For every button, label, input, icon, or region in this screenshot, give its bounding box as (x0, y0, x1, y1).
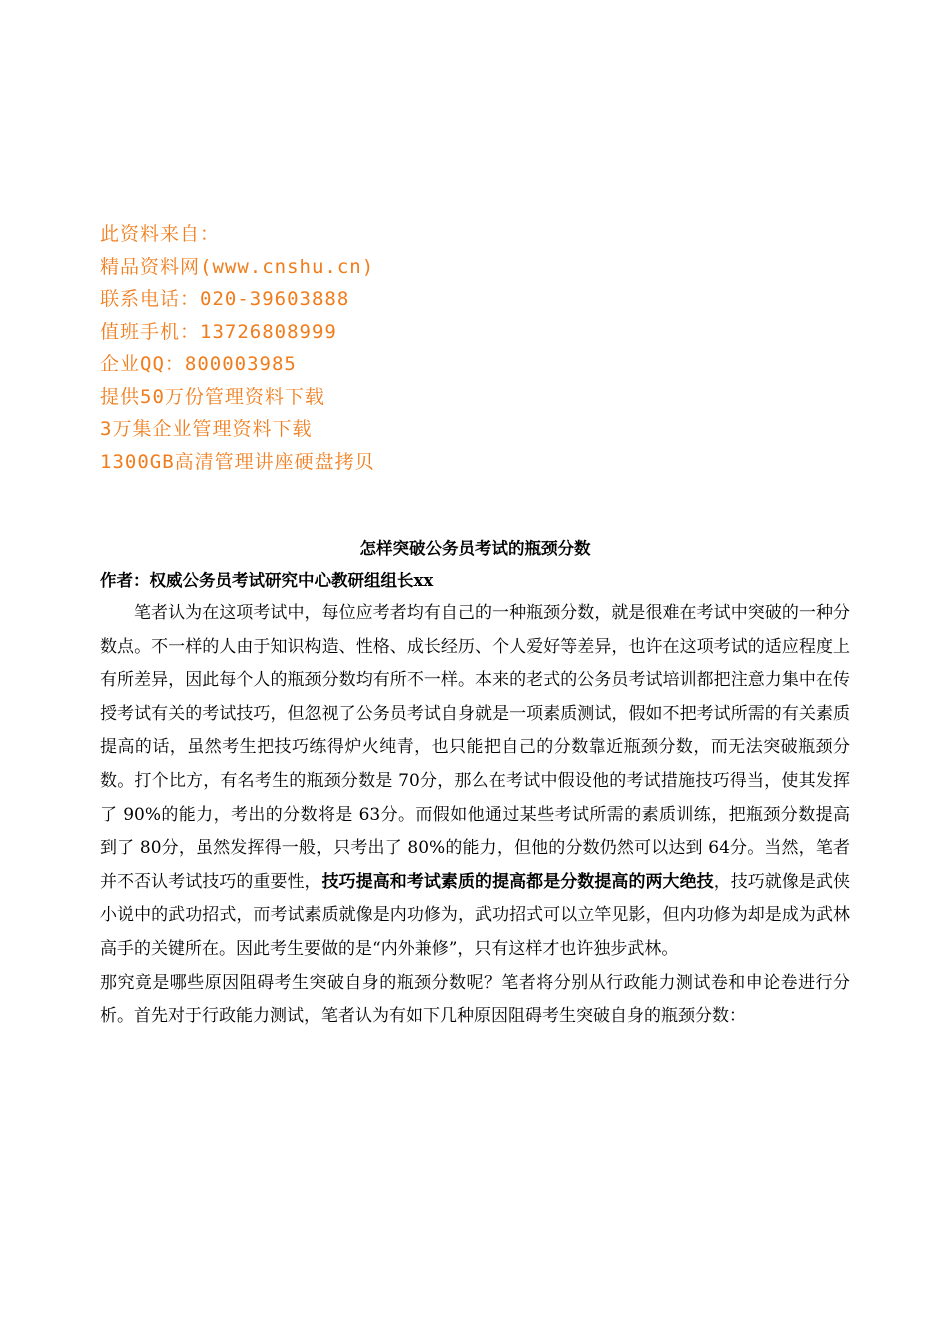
mobile-line: 值班手机：13726808999 (100, 320, 337, 343)
article (100, 533, 850, 1034)
offer-line-3: 1300GB高清管理讲座硬盘拷贝 (100, 450, 375, 473)
offer-line-1: 提供50万份管理资料下载 (100, 385, 325, 408)
source-info-block (100, 218, 375, 478)
source-line: 此资料来自： (100, 223, 221, 245)
article-paragraph-2: 那究竟是哪些原因阻碍考生突破自身的瓶颈分数呢？笔者将分别从行政能力测试卷和申论卷进行分析。首先对于行政能力测试，笔者认为有如下几种原因阻碍考生突破自身的瓶颈分数： (100, 972, 850, 1027)
paragraph-1-bold: 技巧提高和考试素质的提高都是分数提高的两大绝技 (321, 871, 714, 892)
offer-line-2: 3万集企业管理资料下载 (100, 418, 313, 440)
qq-line: 企业QQ：800003985 (100, 353, 297, 375)
phone-line: 联系电话：020-39603888 (100, 288, 350, 310)
article-paragraph-1 (100, 597, 850, 967)
website-line: 精品资料网(www.cnshu.cn) (100, 255, 375, 278)
paragraph-1-text-a: 笔者认为在这项考试中，每位应考者均有自己的一种瓶颈分数，就是很难在考试中突破的一种分数点。不一样的人由于知识构造、性格、成长经历、个人爱好等差异，也许在这项考试的适应程度上有所差异，因此每个人的瓶颈分数均有所不一样。本来的老式的公务员考试培训都把注意力集中在传授考试有关的考试技巧，但忽视了公务员考试自身就是一项素质测试，假如不把考试所需的有关素质提高的话，虽然考生把技巧练得炉火纯青，也只能把自己的分数靠近瓶颈分数，而无法突破瓶颈分数。打个比方，有名考生的瓶颈分数是 70分，那么在考试中假设他的考试措施技巧得当，使其发挥了 90%的能力，考出的分数将是 63分。而假如他通过某些考试所需的素质训练，把瓶颈分数提高到了 80分，虽然发挥得一般，只考出了 80%的能力，但他的分数仍然可以达到 64分。当然，笔者并不否认考试技巧的重要性， (100, 603, 850, 892)
article-title: 怎样突破公务员考试的瓶颈分数 (359, 539, 591, 558)
paragraph-1-text-b: ，技巧就像是武侠小说中的武功招式，而考试素质就像是内功修为，武功招式可以立竿见影，但内功修为却是成为武林高手的关键所在。因此考生要做的是“内外兼修”，只有这样才也许独步武林。 (100, 871, 851, 959)
article-author: 作者：权威公务员考试研究中心教研组组长xx (100, 571, 434, 590)
